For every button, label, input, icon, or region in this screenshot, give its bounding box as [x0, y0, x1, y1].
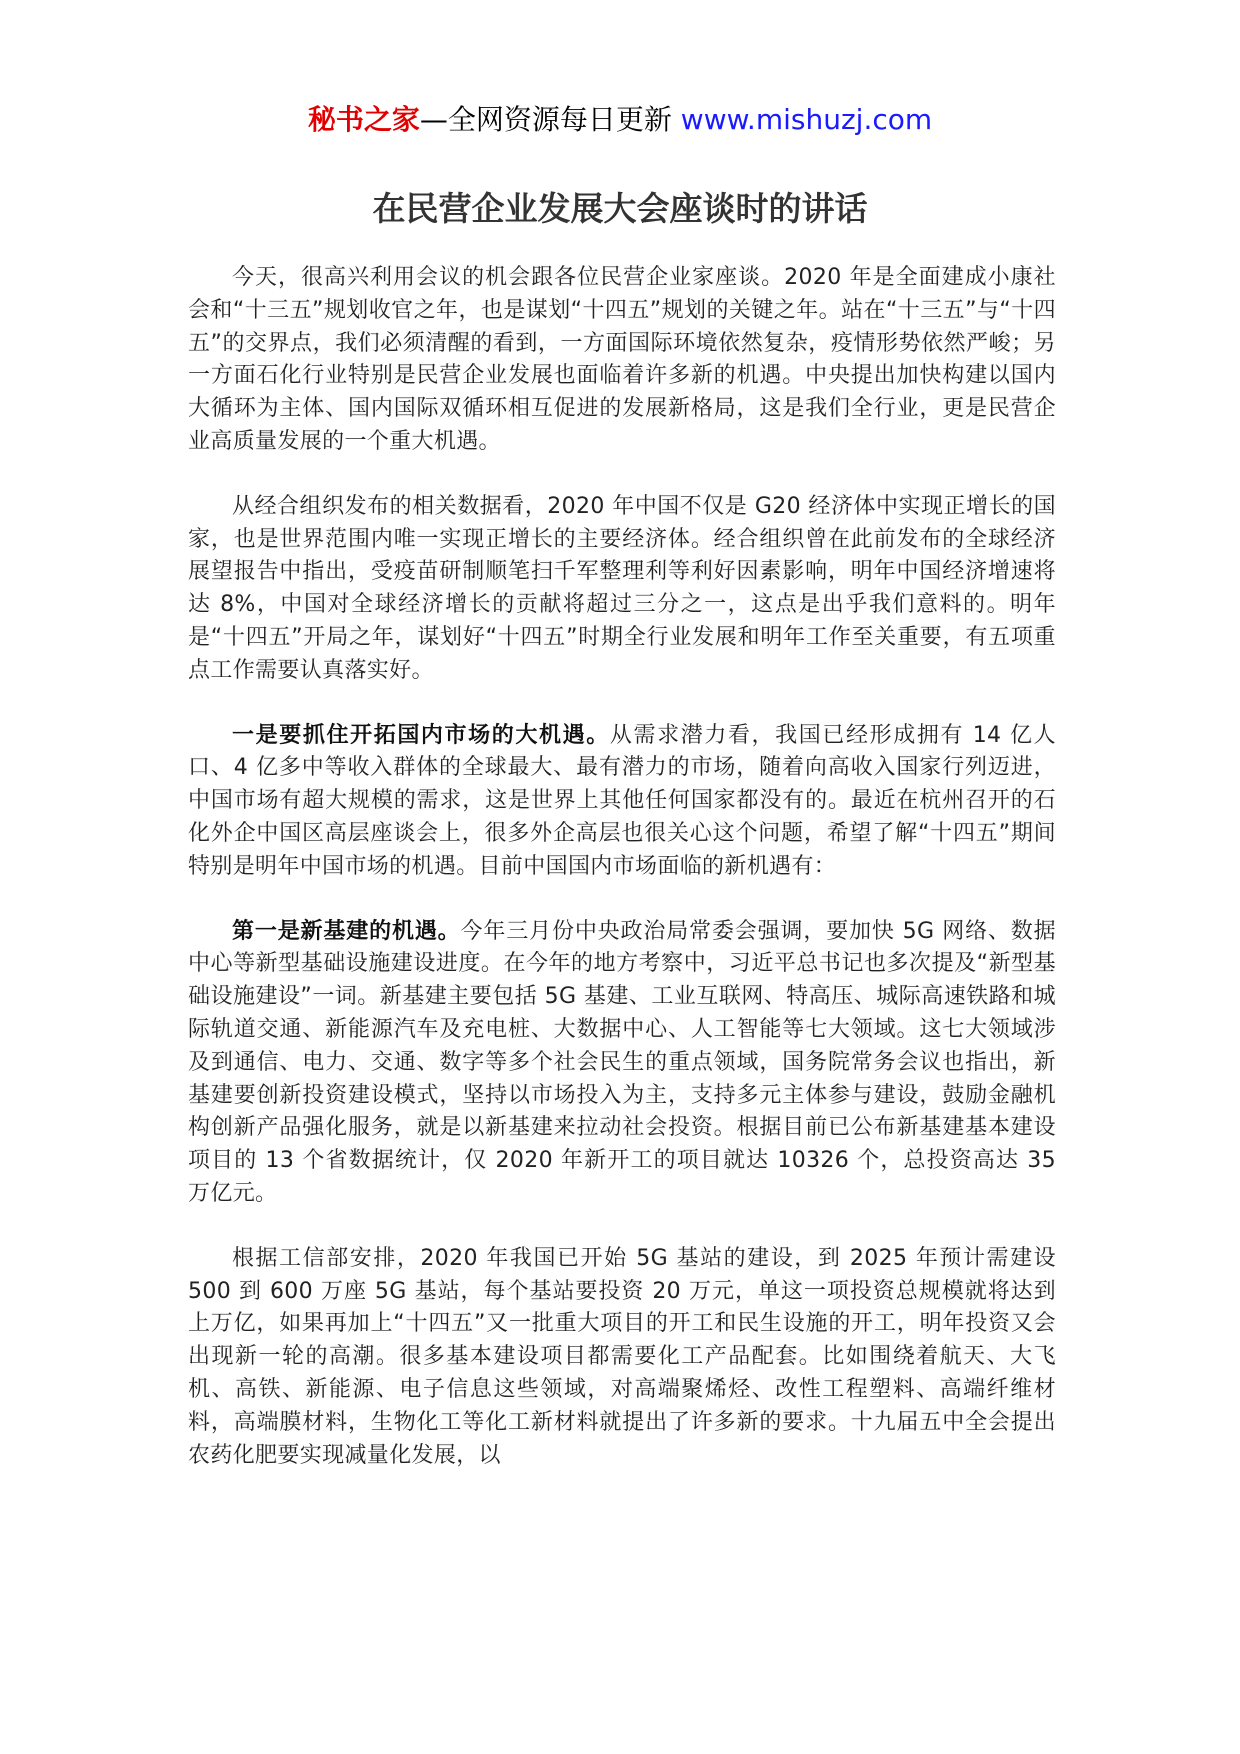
paragraph-lead-heading: 第一是新基建的机遇。 [232, 918, 461, 944]
paragraph-text: 根据工信部安排，2020 年我国已开始 5G 基站的建设，到 2025 年预计需建设 500 到 600 万座 5G 基站，每个基站要投资 20 万元，单这一项投资总规模就将达到上万亿，如果再加上“十四五”又一批重大项目的开工和民生设施的开工，明年投资又会出现新一轮的高潮。很多基本建设项目都需要化工产品配套。比如围绕着航天、大飞机、高铁、新能源、电子信息这些领域，对高端聚烯烃、改性工程塑料、高端纤维材料，高端膜材料，生物化工等化工新材料就提出了许多新的要求。十九届五中全会提出农药化肥要实现减量化发展，以 [188, 1245, 1056, 1468]
paragraph [188, 916, 1056, 1211]
site-slogan: —全网资源每日更新 [419, 103, 672, 136]
paragraph [188, 720, 1056, 884]
site-header [0, 100, 1240, 140]
paragraph-text: 从经合组织发布的相关数据看，2020 年中国不仅是 G20 经济体中实现正增长的国家，也是世界范围内唯一实现正增长的主要经济体。经合组织曾在此前发布的全球经济展望报告中指出，受疫苗研制顺笔扫千军整理利等利好因素影响，明年中国经济增速将达 8%，中国对全球经济增长的贡献将超过三分之一，这点是出乎我们意料的。明年是“十四五”开局之年，谋划好“十四五”时期全行业发展和明年工作至关重要，有五项重点工作需要认真落实好。 [188, 493, 1056, 683]
site-url-link[interactable]: www.mishuzj.com [680, 103, 933, 136]
paragraph-text: 从需求潜力看，我国已经形成拥有 14 亿人口、4 亿多中等收入群体的全球最大、最有潜力的市场，随着向高收入国家行列迈进，中国市场有超大规模的需求，这是世界上其他任何国家都没有的。最近在杭州召开的石化外企中国区高层座谈会上，很多外企高层也很关心这个问题，希望了解“十四五”期间特别是明年中国市场的机遇。目前中国国内市场面临的新机遇有： [188, 722, 1056, 879]
brand-name: 秘书之家 [307, 103, 420, 136]
document-body [188, 262, 1056, 1504]
document-title: 在民营企业发展大会座谈时的讲话 [372, 189, 868, 228]
paragraph [188, 491, 1056, 688]
paragraph [188, 1243, 1056, 1473]
paragraph-text: 今年三月份中央政治局常委会强调，要加快 5G 网络、数据中心等新型基础设施建设进度。在今年的地方考察中，习近平总书记也多次提及“新型基础设施建设”一词。新基建主要包括 5G 基建、工业互联网、特高压、城际高速铁路和城际轨道交通、新能源汽车及充电桩、大数据中心、人工智能等七大领域。这七大领域涉及到通信、电力、交通、数字等多个社会民生的重点领域，国务院常务会议也指出，新基建要创新投资建设模式，坚持以市场投入为主，支持多元主体参与建设，鼓励金融机构创新产品强化服务，就是以新基建来拉动社会投资。根据目前已公布新基建基本建设项目的 13 个省数据统计，仅 2020 年新开工的项目就达 10326 个，总投资高达 35 万亿元。 [188, 918, 1056, 1206]
paragraph-lead-heading: 一是要抓住开拓国内市场的大机遇。 [232, 722, 610, 748]
paragraph-text: 今天，很高兴利用会议的机会跟各位民营企业家座谈。2020 年是全面建成小康社会和“十三五”规划收官之年，也是谋划“十四五”规划的关键之年。站在“十三五”与“十四五”的交界点，我们必须清醒的看到，一方面国际环境依然复杂，疫情形势依然严峻；另一方面石化行业特别是民营企业发展也面临着许多新的机遇。中央提出加快构建以国内大循环为主体、国内国际双循环相互促进的发展新格局，这是我们全行业，更是民营企业高质量发展的一个重大机遇。 [188, 265, 1056, 454]
paragraph [188, 262, 1056, 459]
